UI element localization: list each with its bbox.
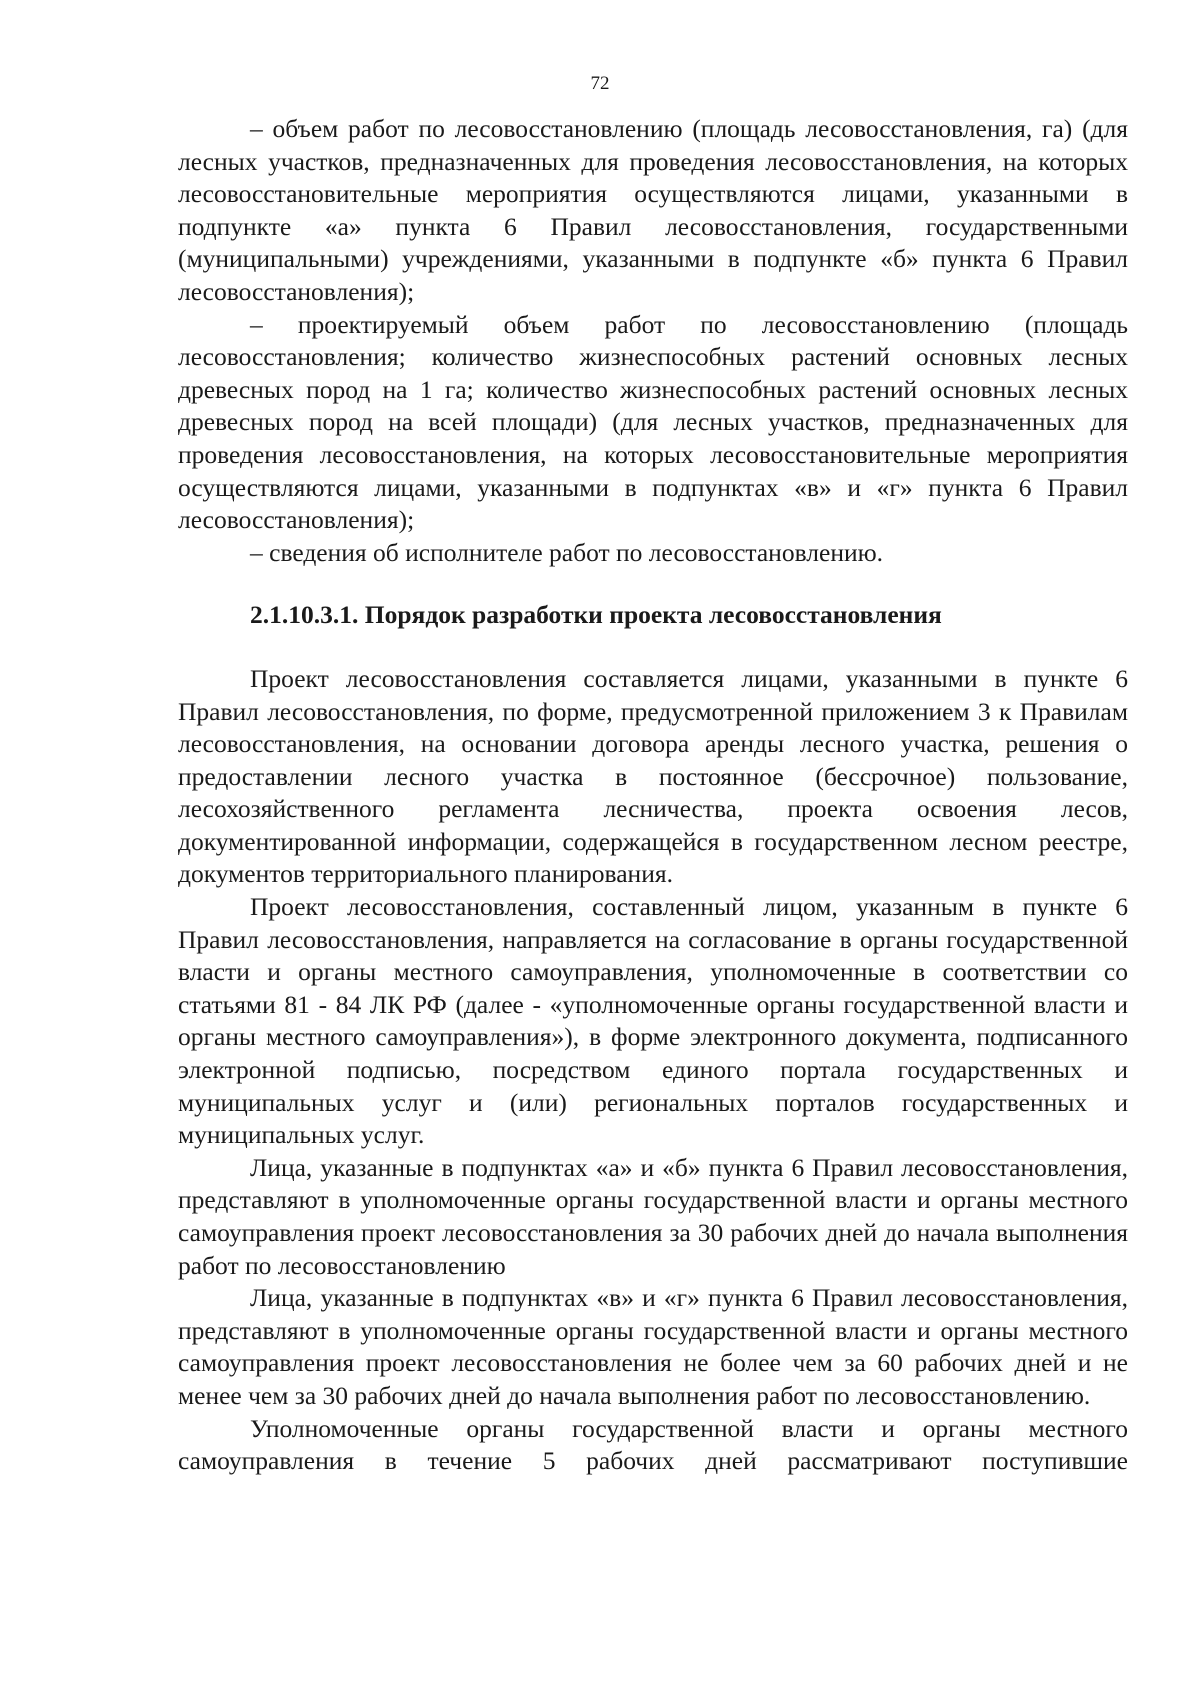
section-heading: 2.1.10.3.1. Порядок разработки проекта лесовосстановления [250, 600, 942, 630]
body-paragraph-review: Уполномоченные органы государственной власти и органы местного самоуправления в течение 5 рабочих дней рассматривают поступившие [178, 1413, 1128, 1476]
page-number: 72 [590, 73, 610, 94]
list-item-planned-work-volume: – проектируемый объем работ по лесовосстановлению (площадь лесовосстановления; количество жизнеспособных растений основных лесных древесных пород на 1 га; количество жизнеспособных растений основных лесных древесных пород на всей площади) (для лесных участков, предназначенных для проведения лесовосстановления, на которых лесовосстановительные мероприятия осуществляются лицами, указанными в подпунктах «в» и «г» пункта 6 Правил лесовосстановления); [178, 309, 1128, 535]
body-paragraph-project-preparation: Проект лесовосстановления составляется лицами, указанными в пункте 6 Правил лесовосстановления, по форме, предусмотренной приложением 3 к Правилам лесовосстановления, на основании договора аренды лесного участка, решения о предоставлении лесного участка в постоянное (бессрочное) пользование, лесохозяйственного регламента лесничества, проекта освоения лесов, документированной информации, содержащейся в государственном лесном реестре, документов территориального планирования. [178, 663, 1128, 889]
body-paragraph-deadline-v-g: Лица, указанные в подпунктах «в» и «г» пункта 6 Правил лесовосстановления, представляют в уполномоченные органы государственной власти и органы местного самоуправления проект лесовосстановления не более чем за 60 рабочих дней и не менее чем за 30 рабочих дней до начала выполнения работ по лесовосстановлению. [178, 1283, 1128, 1410]
list-item-contractor-info: – сведения об исполнителе работ по лесовосстановлению. [250, 537, 884, 567]
body-paragraph-approval-submission: Проект лесовосстановления, составленный лицом, указанным в пункте 6 Правил лесовосстановления, направляется на согласование в органы государственной власти и органы местного самоуправления, уполномоченные в соответствии со статьями 81 - 84 ЛК РФ (далее - «уполномоченные органы государственной власти и органы местного самоуправления»), в форме электронного документа, подписанного электронной подписью, посредством единого портала государственных и муниципальных услуг и (или) региональных порталов государственных и муниципальных услуг. [178, 892, 1128, 1150]
page-content [178, 113, 1128, 1478]
list-item-work-volume: – объем работ по лесовосстановлению (площадь лесовосстановления, га) (для лесных участков, предназначенных для проведения лесовосстановления, на которых лесовосстановительные мероприятия осуществляются лицами, указанными в подпункте «а» пункта 6 Правил лесовосстановления, государственными (муниципальными) учреждениями, указанными в подпункте «б» пункта 6 Правил лесовосстановления); [178, 114, 1128, 306]
body-paragraph-deadline-a-b: Лица, указанные в подпунктах «а» и «б» пункта 6 Правил лесовосстановления, представляют в уполномоченные органы государственной власти и органы местного самоуправления проект лесовосстановления за 30 рабочих дней до начала выполнения работ по лесовосстановлению [178, 1152, 1128, 1280]
